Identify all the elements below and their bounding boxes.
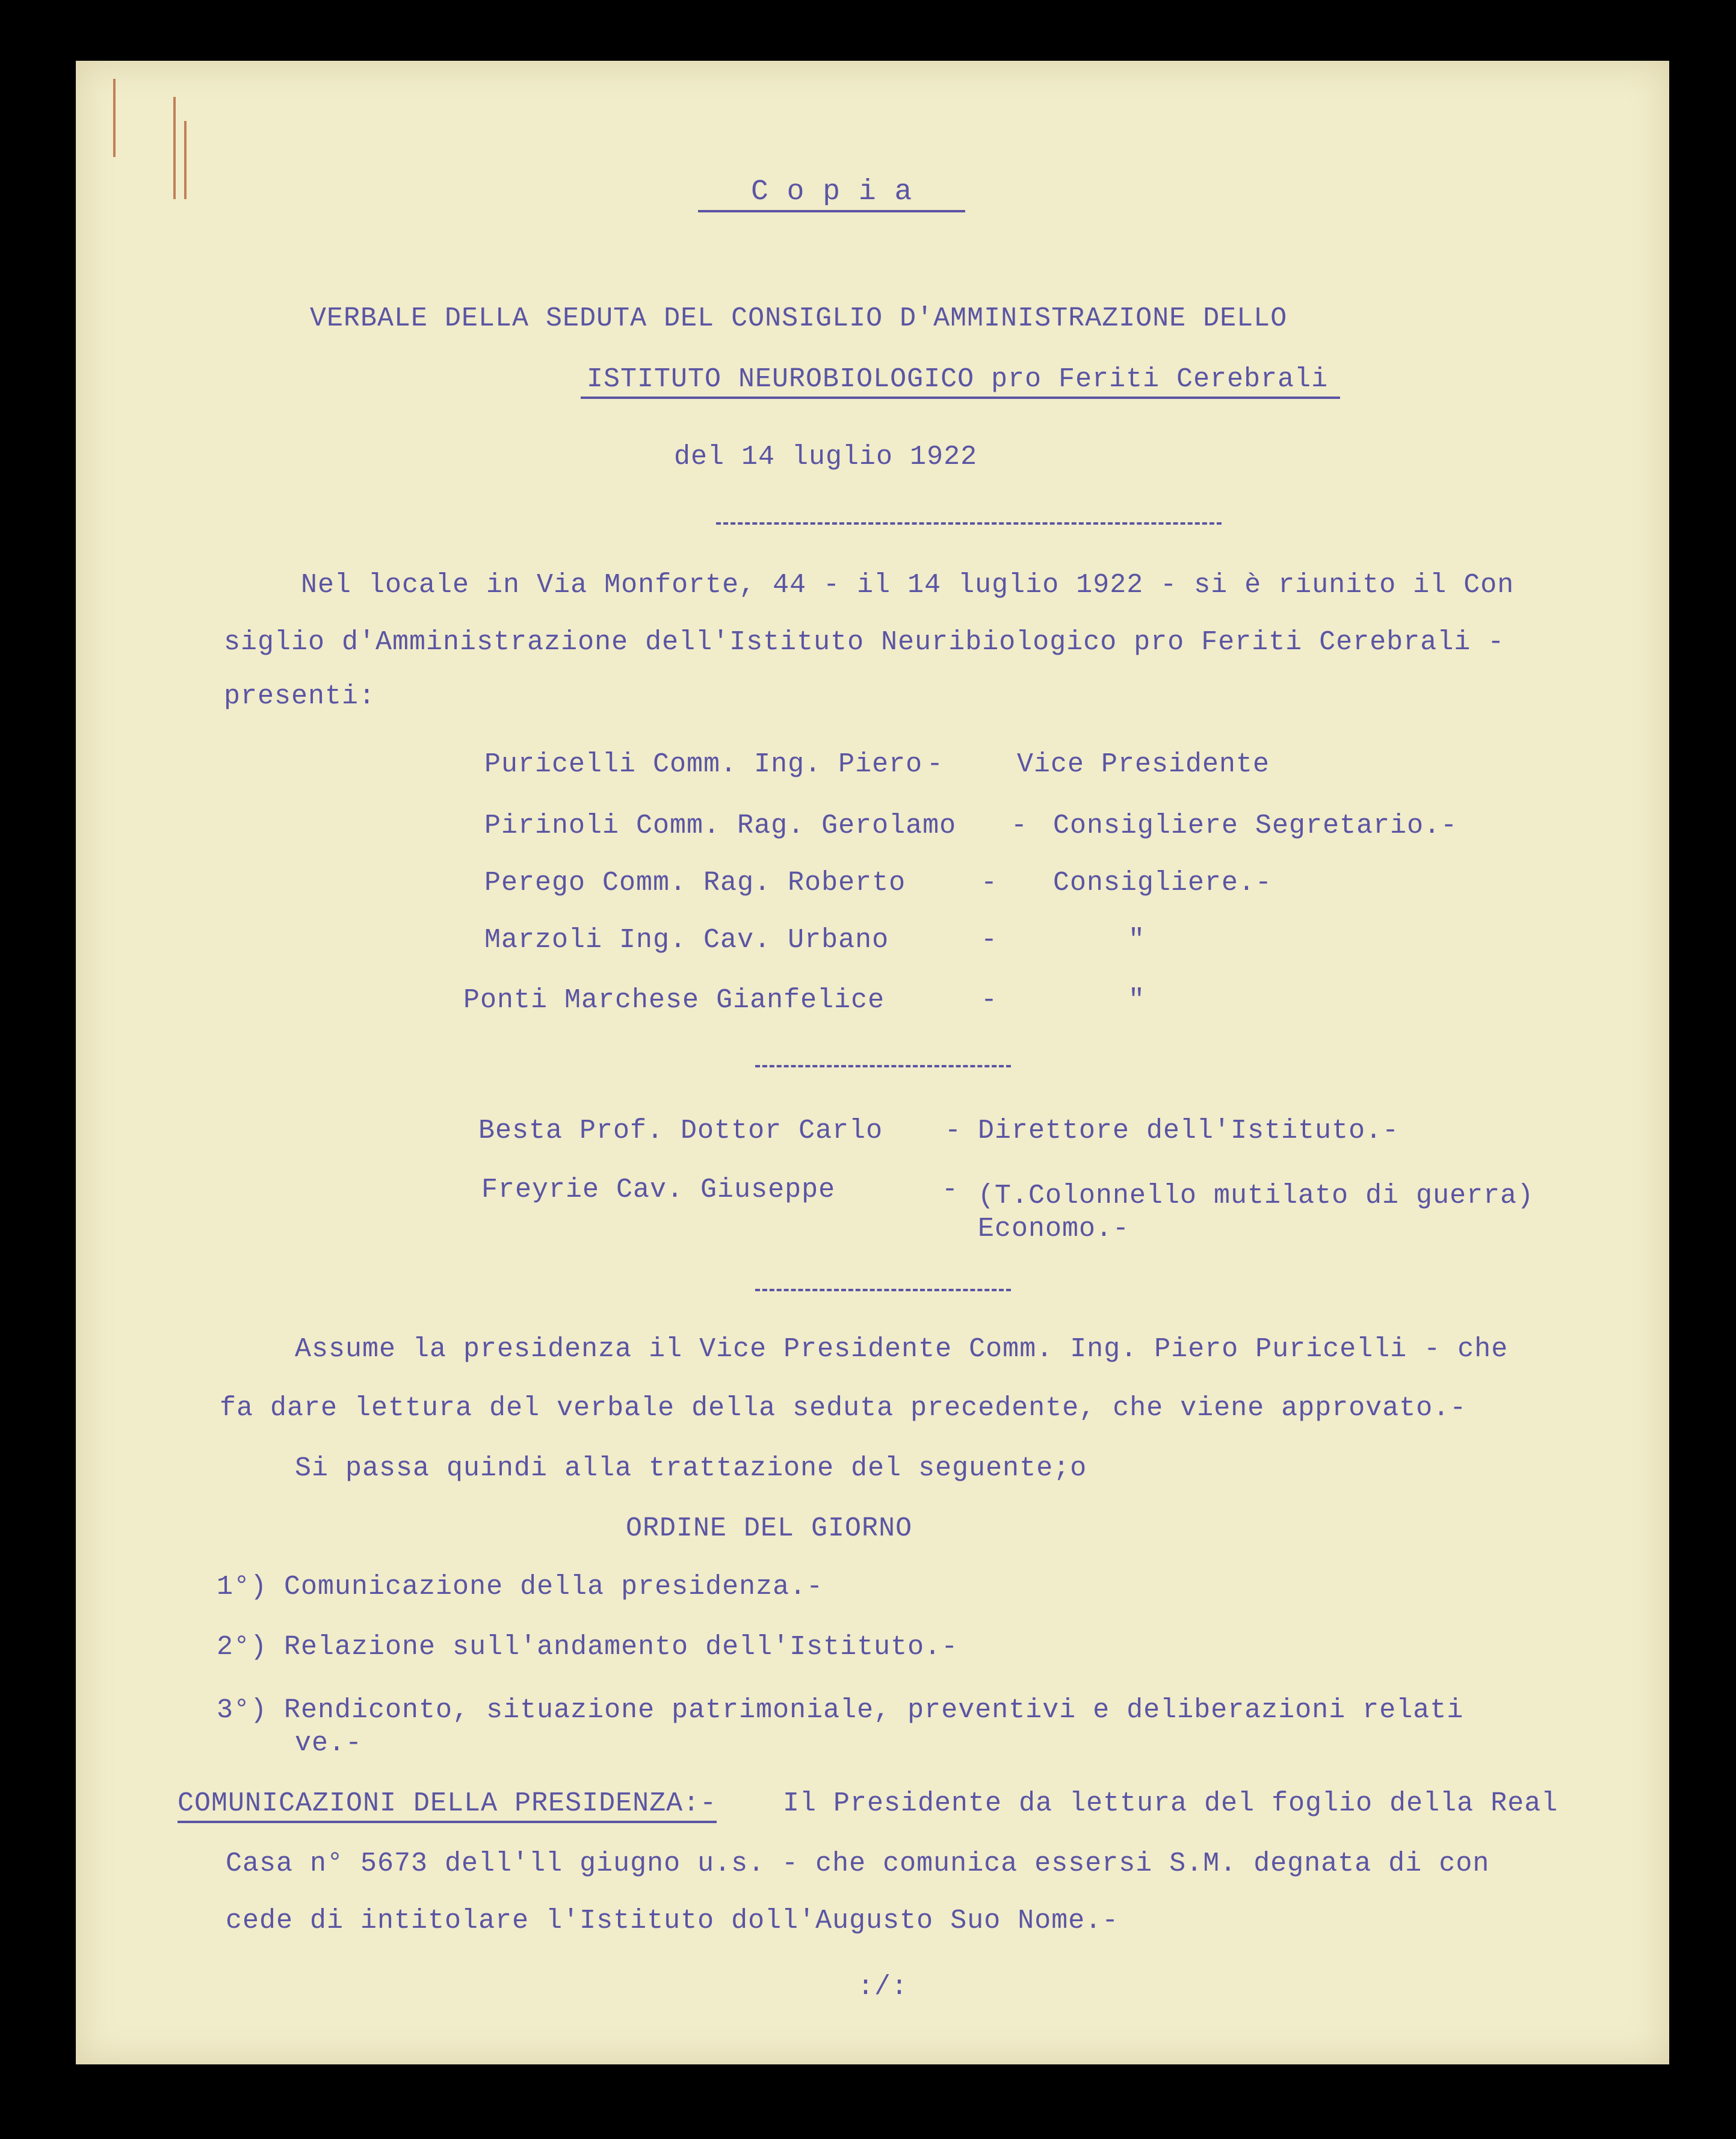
presidency-line: Assume la presidenza il Vice Presidente Comm. Ing. Piero Puricelli - che <box>295 1334 1509 1365</box>
heading-line-2: ISTITUTO NEUROBIOLOGICO pro Feriti Cerebrali <box>581 366 1340 399</box>
attendee-role: Consigliere.- <box>1053 868 1273 898</box>
section-heading: COMUNICAZIONI DELLA PRESIDENZA:- <box>178 1790 717 1823</box>
agenda-item: 3°) Rendiconto, situazione patrimoniale, preventivi e deliberazioni relati <box>217 1695 1464 1726</box>
intro-line: siglio d'Amministrazione dell'Istituto Neuribiologico pro Feriti Cerebrali - <box>224 627 1505 658</box>
date-line: del 14 luglio 1922 <box>674 442 978 472</box>
staff-name: Besta Prof. Dottor Carlo <box>478 1116 883 1146</box>
intro-line: presenti: <box>224 681 376 712</box>
comm-line: cede di intitolare l'Istituto doll'Augusto Suo Nome.- <box>226 1906 1119 1936</box>
page-continuation-mark: :/: <box>857 1972 909 2002</box>
heading-line-1: VERBALE DELLA SEDUTA DEL CONSIGLIO D'AMMINISTRAZIONE DELLO <box>310 303 1288 334</box>
attendee-separator: - <box>1011 810 1028 841</box>
separator <box>755 1065 1011 1067</box>
staff-role: Direttore dell'Istituto.- <box>978 1116 1400 1146</box>
rust-mark <box>184 121 187 199</box>
agenda-item: 1°) Comunicazione della presidenza.- <box>217 1572 824 1602</box>
attendee-role: " <box>1128 985 1146 1016</box>
comm-line: Il Presidente da lettura del foglio della Real <box>766 1788 1558 1819</box>
attendee-name: Perego Comm. Rag. Roberto <box>484 868 906 898</box>
staff-separator: - <box>945 1116 962 1146</box>
rust-mark <box>113 79 116 157</box>
document-page <box>76 61 1669 2064</box>
attendee-separator: - <box>981 925 998 955</box>
attendee-separator: - <box>927 749 944 780</box>
rust-mark <box>173 97 176 199</box>
agenda-item: 2°) Relazione sull'andamento dell'Istituto.- <box>217 1632 959 1662</box>
separator <box>755 1289 1011 1291</box>
attendee-name: Marzoli Ing. Cav. Urbano <box>484 925 889 955</box>
intro-line: Nel locale in Via Monforte, 44 - il 14 luglio 1922 - si è riunito il Con <box>301 570 1515 600</box>
agenda-title: ORDINE DEL GIORNO <box>626 1513 913 1544</box>
attendee-separator: - <box>981 868 998 898</box>
attendee-name: Ponti Marchese Gianfelice <box>463 985 885 1016</box>
attendee-name: Puricelli Comm. Ing. Piero <box>484 749 923 780</box>
attendee-role: Vice Presidente <box>1017 749 1270 780</box>
separator <box>716 522 1222 525</box>
attendee-role: " <box>1128 925 1146 955</box>
staff-name: Freyrie Cav. Giuseppe <box>481 1174 836 1205</box>
attendee-role: Consigliere Segretario.- <box>1053 810 1458 841</box>
staff-role: (T.Colonnello mutilato di guerra) <box>978 1181 1534 1211</box>
presidency-line: Si passa quindi alla trattazione del seguente;o <box>295 1453 1087 1484</box>
document-title: C o p i a <box>698 177 965 212</box>
attendee-name: Pirinoli Comm. Rag. Gerolamo <box>484 810 957 841</box>
presidency-line: fa dare lettura del verbale della seduta precedente, che viene approvato.- <box>220 1393 1467 1424</box>
comm-line: Casa n° 5673 dell'll giugno u.s. - che comunica essersi S.M. degnata di con <box>226 1848 1490 1879</box>
agenda-item-continuation: ve.- <box>295 1728 363 1759</box>
staff-role-continuation: Economo.- <box>978 1214 1130 1244</box>
attendee-separator: - <box>981 985 998 1016</box>
staff-separator: - <box>942 1174 959 1205</box>
